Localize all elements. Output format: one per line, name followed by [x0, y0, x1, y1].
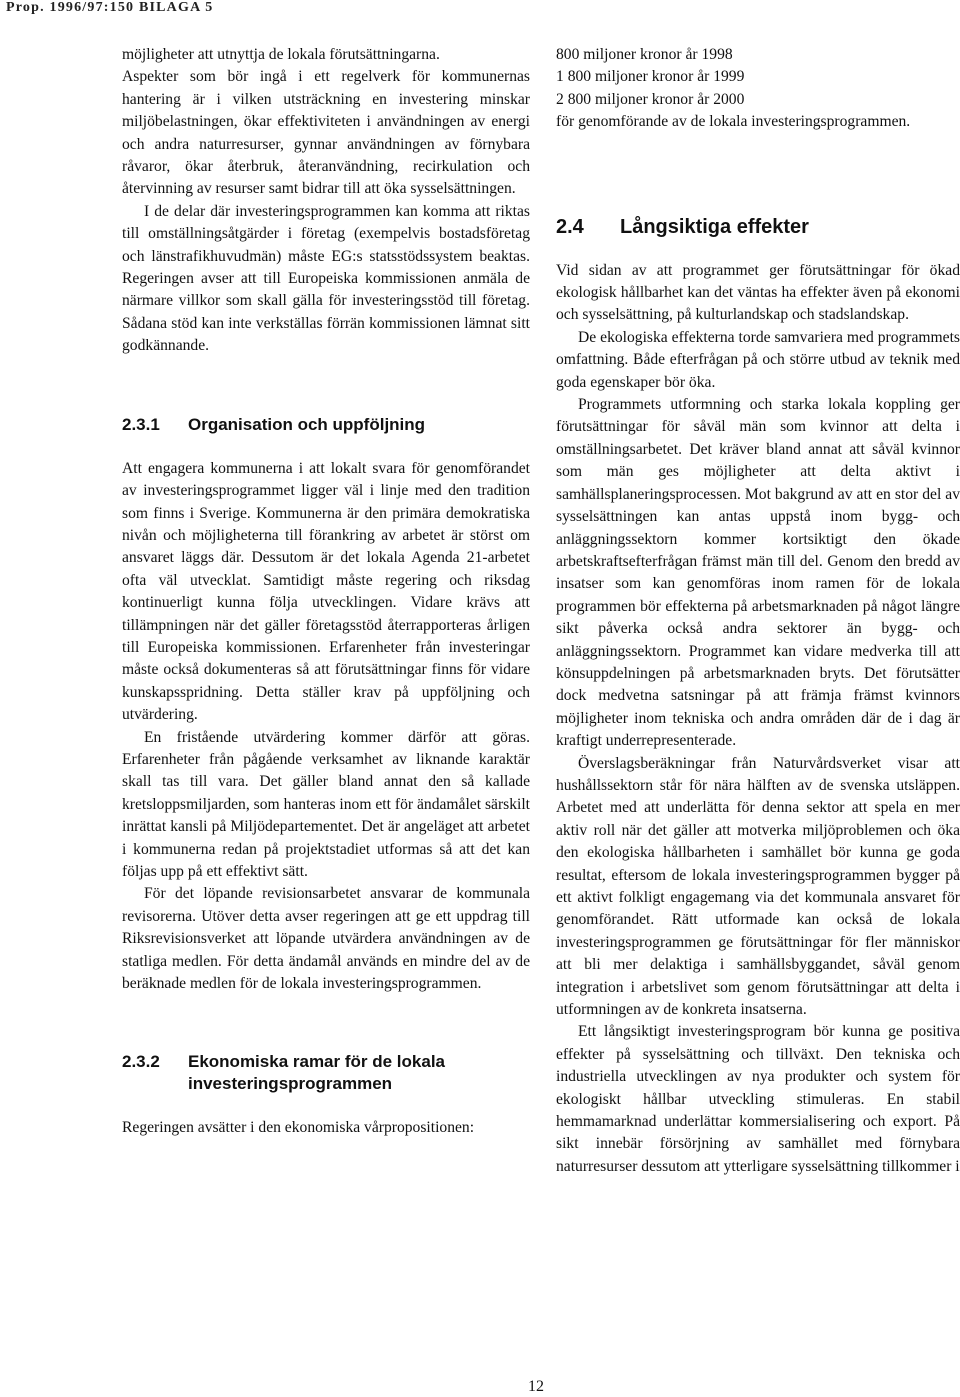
page-number: 12 — [528, 1378, 544, 1395]
section-title: Organisation och uppföljning — [188, 414, 426, 434]
paragraph: Vid sidan av att programmet ger förutsättningar för ökad ekologisk hållbarhet kan det väntas ha effekter även på ekonomi och sysselsättning, på kulturlandskap och stadslandskap. — [556, 261, 960, 324]
right-column — [556, 44, 960, 1178]
section-number: 2.4 — [556, 215, 584, 238]
paragraph: Aspekter som bör ingå i ett regelverk för kommunernas hantering är i vilken utsträckning en investering minskar miljöbelastningen, ökar effektiviteten i användningen av energi och andra naturresurser, gynnar användningen av förnybara råvaror, ökar återbruk, återanvändning, recirkulation och återvinning av resurser samt bidrar till att öka sysselsättningen. — [122, 68, 530, 198]
paragraph: Överslagsberäkningar från Naturvårdsverket visar att hushållssektorn står för nära hälften av de svenska utsläppen. Arbetet med att underlätta för denna sektor att spela en mer aktiv roll när det gäller att motverka miljöproblemen och öka den ekologiska hållbarheten i samhället bör kunna ge goda resultat, eftersom de lokala investeringsprogrammen bygger på ett aktivt folkligt engagemang via det kommunala ansvaret för genomförandet. Rätt utformade kan också de lokala investeringsprogrammen ge förutsättningar för fler människor att bli mer delaktiga i samhällsbyggandet, såväl genom integration i arbetslivet som genom förutsättningar att delta i utformningen av de konkreta insatserna. — [556, 754, 960, 1019]
budget-line: 1 800 miljoner kronor år 1999 — [556, 68, 745, 86]
paragraph: I de delar där investeringsprogrammen kan komma att riktas till omställningsåtgärder i företag (exempelvis bostadsföretag och länstrafikhuvudmän) måste EG:s statsstödssystem beaktas. Regeringen avser att till Europeiska kommissionen anmäla de närmare villkor som skall gälla för investeringsstöd till företag. Sådana stöd kan inte verkställas förrän kommissionen lämnat sitt godkännande. — [122, 202, 530, 355]
paragraph: möjligheter att utnyttja de lokala förutsättningarna. — [122, 46, 440, 63]
budget-line: 800 miljoner kronor år 1998 — [556, 46, 733, 63]
paragraph: Regeringen avsätter i den ekonomiska vårpropositionen: — [122, 1119, 475, 1137]
section-number: 2.3.1 — [122, 414, 160, 434]
section-heading-2-3-2 — [122, 1051, 530, 1095]
section-number: 2.3.2 — [122, 1052, 160, 1072]
paragraph: Programmets utformning och starka lokala koppling ger förutsättningar för såväl män som kvinnor att delta i omställningsarbetet. Det kräver bland annat att såväl kvinnor som män ges möjligheter att delta aktivt i samhällsplaneringsprocessen. Mot bakgrund av att en stor del av sysselsättningen kan antas uppstå inom bygg- och anläggningssektorn kommer kortsiktigt den ökade arbetskraftsefterfrågan främst män till del. Genom den bredd av insatser som kan genomföras inom ramen för de lokala programmen bör effekterna på arbetsmarknaden på något längre sikt påverka också andra sektorer än bygg- och anläggningssektorn. Programmet kan vidare medverka till att könsuppdelningen på arbetsmarknaden bryts. Det förutsätter dock medvetna satsningar på att främja främst kvinnors möjligheter inom tekniska och andra områden där de i dag är kraftigt underrepresenterade. — [556, 396, 960, 750]
running-head: Prop. 1996/97:150 BILAGA 5 — [6, 0, 214, 15]
left-column — [122, 44, 530, 1140]
section-heading-2-4 — [556, 216, 960, 238]
paragraph: Att engagera kommunerna i att lokalt svara för genomförandet av investeringsprogrammet ligger väl i linje med den tradition som finns i Sverige. Kommunerna är den primära demokratiska nivån och möjligheterna till förankring av arbetet är störst om ansvaret läggs där. Dessutom är det lokala Agenda 21-arbetet ofta väl utvecklat. Samtidigt måste regering och riksdag kontinuerligt kunna följa utvecklingen. Vidare krävs att tillämpningen när det gäller företagsstöd återrapporteras årligen till Europeiska kommissionen. Erfarenheter från investeringar måste också dokumenteras så att förutsättningar finns för vidare kunskapsspridning. Detta ställer krav på uppföljning och utvärdering. — [122, 459, 530, 724]
section-title: Långsiktiga effekter — [620, 215, 809, 238]
section-title: Ekonomiska ramar för de lokala investeringsprogrammen — [188, 1052, 445, 1094]
paragraph: De ekologiska effekterna torde samvariera med programmets omfattning. Både efterfrågan på och större utbud av teknik med goda egenskaper bör öka. — [556, 328, 960, 391]
paragraph: Ett långsiktigt investeringsprogram bör kunna ge positiva effekter på sysselsättning och tillväxt. Den tekniska och industriella utvecklingen av nya produkter och system för ekologiskt hållbar utveckling stimuleras. En stabil hemmamarknad underlättar kommersialisering och export. På sikt innebär försörjning av samhället med förnybara naturresurser dessutom att ytterligare sysselsättning tillkommer i — [556, 1023, 960, 1175]
paragraph: En fristående utvärdering kommer därför att göras. Erfarenheter från pågående verksamhet av liknande karaktär skall tas till vara. Det gäller bland annat den så kallade kretsloppsmiljarden, som hanteras inom ett för ändamålet särskilt inrättat kansli på Miljödepartementet. Det är angeläget att arbetet i kommunerna redan på projektstadiet utformas så att det kan följas upp på ett effektivt sätt. — [122, 728, 530, 880]
budget-line: 2 800 miljoner kronor år 2000 — [556, 90, 745, 108]
section-heading-2-3-1 — [122, 414, 530, 436]
paragraph: För det löpande revisionsarbetet ansvarar de kommunala revisorerna. Utöver detta avser regeringen att ge ett uppdrag till Riksrevisionsverket att löpande utvärdera användningen av de statliga medlen. För detta ändamål används en mindre del av de beräknade medlen för de lokala investeringsprogrammen. — [122, 885, 530, 993]
paragraph: för genomförande av de lokala investeringsprogrammen. — [556, 113, 911, 131]
